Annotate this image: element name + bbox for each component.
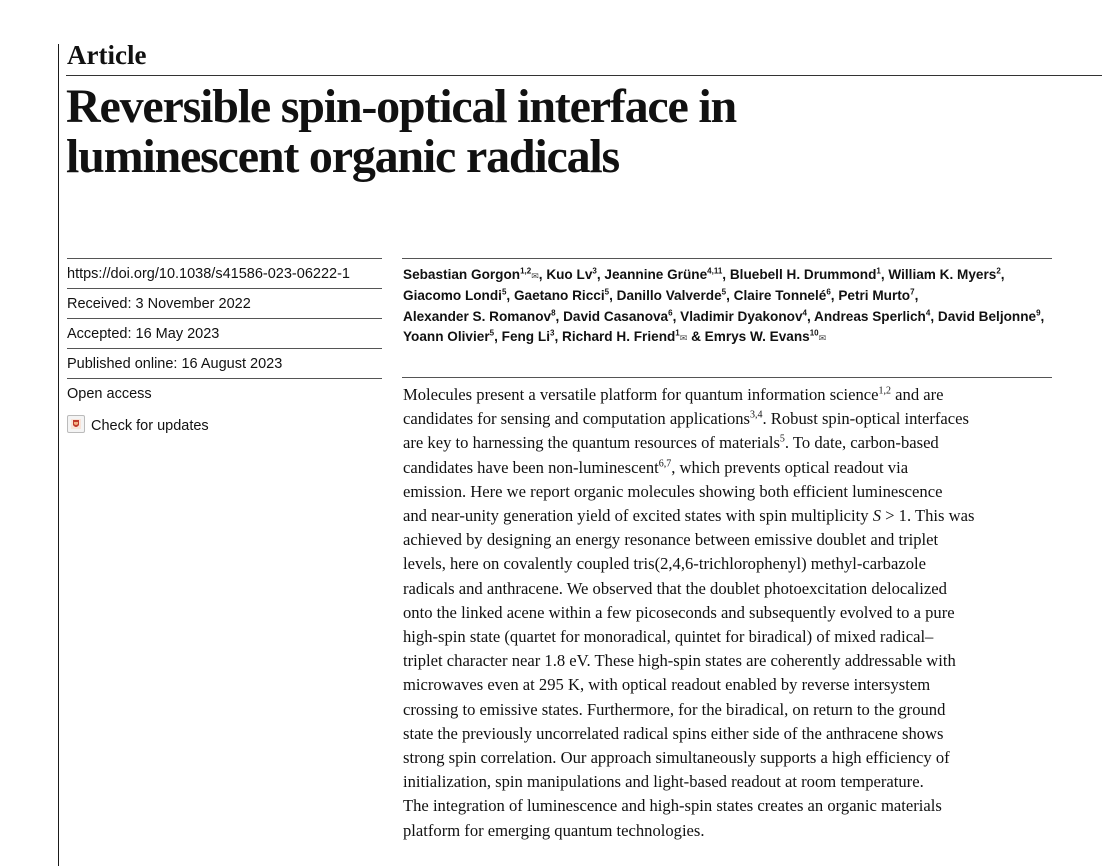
abstract	[403, 383, 1083, 843]
author-name-text: Andreas Sperlich	[814, 308, 926, 324]
abstract-line: levels, here on covalently coupled tris(2,4,6-trichlorophenyl) methyl-carbazole	[403, 554, 926, 574]
abstract-line: onto the linked acene within a few picoseconds and subsequently evolved to a pure	[403, 602, 955, 622]
doi-link[interactable]: https://doi.org/10.1038/s41586-023-06222-1	[67, 258, 382, 288]
abstract-line: triplet character near 1.8 eV. These high-spin states are coherently addressable with	[403, 651, 956, 671]
abstract-line: and near-unity generation yield of excited states with spin multiplicity S > 1. This was	[403, 506, 975, 526]
citation-superscript[interactable]: 1,2	[878, 385, 892, 397]
affiliation-superscript: 5	[501, 287, 507, 297]
author-name[interactable]	[680, 309, 807, 324]
received-date: Received: 3 November 2022	[67, 288, 382, 318]
abstract-line: initialization, spin manipulations and light-based readout at room temperature.	[403, 772, 924, 792]
affiliation-superscript: 1,2	[520, 266, 532, 276]
check-for-updates-icon	[67, 415, 85, 433]
affiliation-superscript: 7	[910, 287, 915, 297]
abstract-line: microwaves even at 295 K, with optical readout enabled by reverse intersystem	[403, 675, 931, 695]
title-line: Reversible spin-optical interface in	[66, 80, 737, 133]
citation-superscript[interactable]: 6,7	[658, 458, 672, 470]
abstract-line: achieved by designing an energy resonance between emissive doublet and triplet	[403, 530, 939, 550]
author-name[interactable]	[888, 267, 1000, 282]
author-name[interactable]	[546, 267, 597, 282]
author-name-text: Claire Tonnelé	[733, 288, 827, 304]
open-access-label: Open access	[67, 378, 382, 408]
author-name-text: Yoann Olivier	[403, 329, 490, 345]
abstract-line: candidates have been non-luminescent$^{6,7}$, which prevents optical readout via	[403, 457, 909, 477]
author-name[interactable]	[617, 288, 726, 303]
left-margin-rule	[58, 44, 59, 866]
author-list: Sebastian Gorgon$^{1,2}$✉, Kuo Lv$^3$, Jeannine Grüne$^{4,11}$, Bluebell H. Drummond$^1$, William K. Myers$^2$, Giacomo Londi$^5$, Gaetano Ricci$^5$, Danillo Valverde$^5$, Claire Tonnelé$^6$, Petri Murto$^7$, Alexander S. Romanov$^8$, David Casanova$^6$, Vladimir Dyakonov$^4$, Andreas Sperlich$^4$, David Beljonne$^9$, Yoann Olivier$^5$, Feng Li$^3$, Richard H. Friend$^1$✉ & Emrys W. Evans$^{10}$✉	[403, 266, 1045, 345]
affiliation-superscript: 8	[551, 308, 556, 318]
abstract-line: strong spin correlation. Our approach simultaneously supports a high efficiency of	[403, 748, 950, 768]
abstract-line: radicals and anthracene. We observed that the doublet photoexcitation delocalized	[403, 578, 947, 598]
affiliation-superscript: 5	[721, 287, 727, 297]
author-name-text: Danillo Valverde	[616, 288, 722, 304]
affiliation-superscript: 4,11	[707, 266, 723, 276]
author-name-text: Richard H. Friend	[562, 329, 676, 345]
accepted-date: Accepted: 16 May 2023	[67, 318, 382, 348]
title-line: luminescent organic radicals	[66, 130, 620, 183]
author-name-text: Petri Murto	[838, 288, 911, 304]
author-name[interactable]	[502, 329, 555, 344]
affiliation-superscript: 2	[996, 266, 1001, 276]
author-name-text: Gaetano Ricci	[513, 288, 605, 304]
affiliation-superscript: 5	[489, 328, 495, 338]
author-name-text: Vladimir Dyakonov	[680, 308, 803, 324]
authors-rule	[402, 258, 1052, 259]
author-name[interactable]	[403, 288, 506, 303]
citation-superscript[interactable]: 3,4	[750, 409, 763, 421]
article-type-label: Article	[67, 40, 147, 70]
author-name[interactable]	[563, 309, 672, 324]
author-name-text: Sebastian Gorgon	[403, 267, 521, 282]
abstract-line: Molecules present a versatile platform for quantum information science$^{1,2}$ and are	[403, 385, 944, 404]
author-name-text: Kuo Lv	[546, 267, 593, 282]
author-name-text: Emrys W. Evans	[704, 329, 810, 345]
abstract-line: candidates for sensing and computation applications$^{3,4}$. Robust spin-optical interfaces	[403, 409, 969, 429]
author-name-text: Bluebell H. Drummond	[729, 267, 877, 282]
author-name-text: William K. Myers	[888, 267, 997, 282]
author-name-text: Giacomo Londi	[403, 288, 502, 304]
author-name-text: David Casanova	[563, 308, 669, 324]
affiliation-superscript: 1	[876, 266, 881, 276]
author-name-text: Feng Li	[501, 329, 550, 345]
affiliation-superscript: 5	[604, 287, 610, 297]
author-name[interactable]	[403, 267, 539, 282]
check-for-updates-link[interactable]	[67, 408, 382, 438]
author-name[interactable]	[514, 288, 609, 303]
check-for-updates-label: Check for updates	[91, 418, 209, 434]
author-name[interactable]	[730, 267, 881, 282]
article-title	[66, 82, 1066, 182]
author-name-text: Jeannine Grüne	[604, 267, 708, 282]
abstract-line: platform for emerging quantum technologies.	[403, 820, 705, 840]
affiliation-superscript: 1	[675, 328, 680, 338]
author-name[interactable]: & Emrys W. Evans$^{10}$✉	[691, 328, 827, 345]
affiliation-superscript: 6	[668, 308, 673, 318]
article-metadata	[67, 258, 382, 438]
author-name-text: Alexander S. Romanov	[403, 308, 552, 324]
envelope-icon[interactable]: ✉	[818, 333, 827, 344]
abstract-line: high-spin state (quartet for monoradical, quintet for biradical) of mixed radical–	[403, 627, 934, 647]
author-name-text: David Beljonne	[937, 308, 1037, 324]
affiliation-superscript: 3	[549, 328, 555, 338]
affiliation-superscript: 6	[826, 287, 831, 297]
envelope-icon[interactable]: ✉	[531, 271, 539, 281]
author-name[interactable]	[838, 288, 914, 303]
abstract-line: emission. Here we report organic molecules showing both efficient luminescence	[403, 481, 943, 501]
affiliation-superscript: 4	[925, 308, 931, 318]
affiliation-superscript: 3	[592, 266, 597, 276]
abstract-line: crossing to emissive states. Furthermore, for the biradical, on return to the ground	[403, 699, 946, 719]
abstract-line: are key to harnessing the quantum resources of materials$^5$. To date, carbon-based	[403, 433, 939, 453]
author-name[interactable]	[403, 329, 494, 344]
math-symbol: S	[872, 506, 882, 526]
abstract-line: state the previously uncorrelated radical spins either side of the anthracene shows	[403, 723, 944, 743]
author-name[interactable]	[938, 309, 1041, 324]
envelope-icon[interactable]: ✉	[679, 333, 688, 344]
affiliation-superscript: 9	[1036, 308, 1041, 318]
affiliation-superscript: 4	[802, 308, 807, 318]
author-name[interactable]	[562, 329, 687, 344]
published-date: Published online: 16 August 2023	[67, 348, 382, 378]
affiliation-superscript: 10	[809, 328, 819, 338]
header-rule	[66, 75, 1102, 76]
author-name[interactable]	[814, 309, 930, 324]
author-name[interactable]	[604, 267, 722, 282]
citation-superscript[interactable]: 5	[779, 433, 785, 445]
author-name[interactable]	[734, 288, 831, 303]
abstract-line: The integration of luminescence and high-spin states creates an organic materials	[403, 796, 942, 816]
abstract-rule	[402, 377, 1052, 378]
author-name[interactable]	[403, 309, 556, 324]
